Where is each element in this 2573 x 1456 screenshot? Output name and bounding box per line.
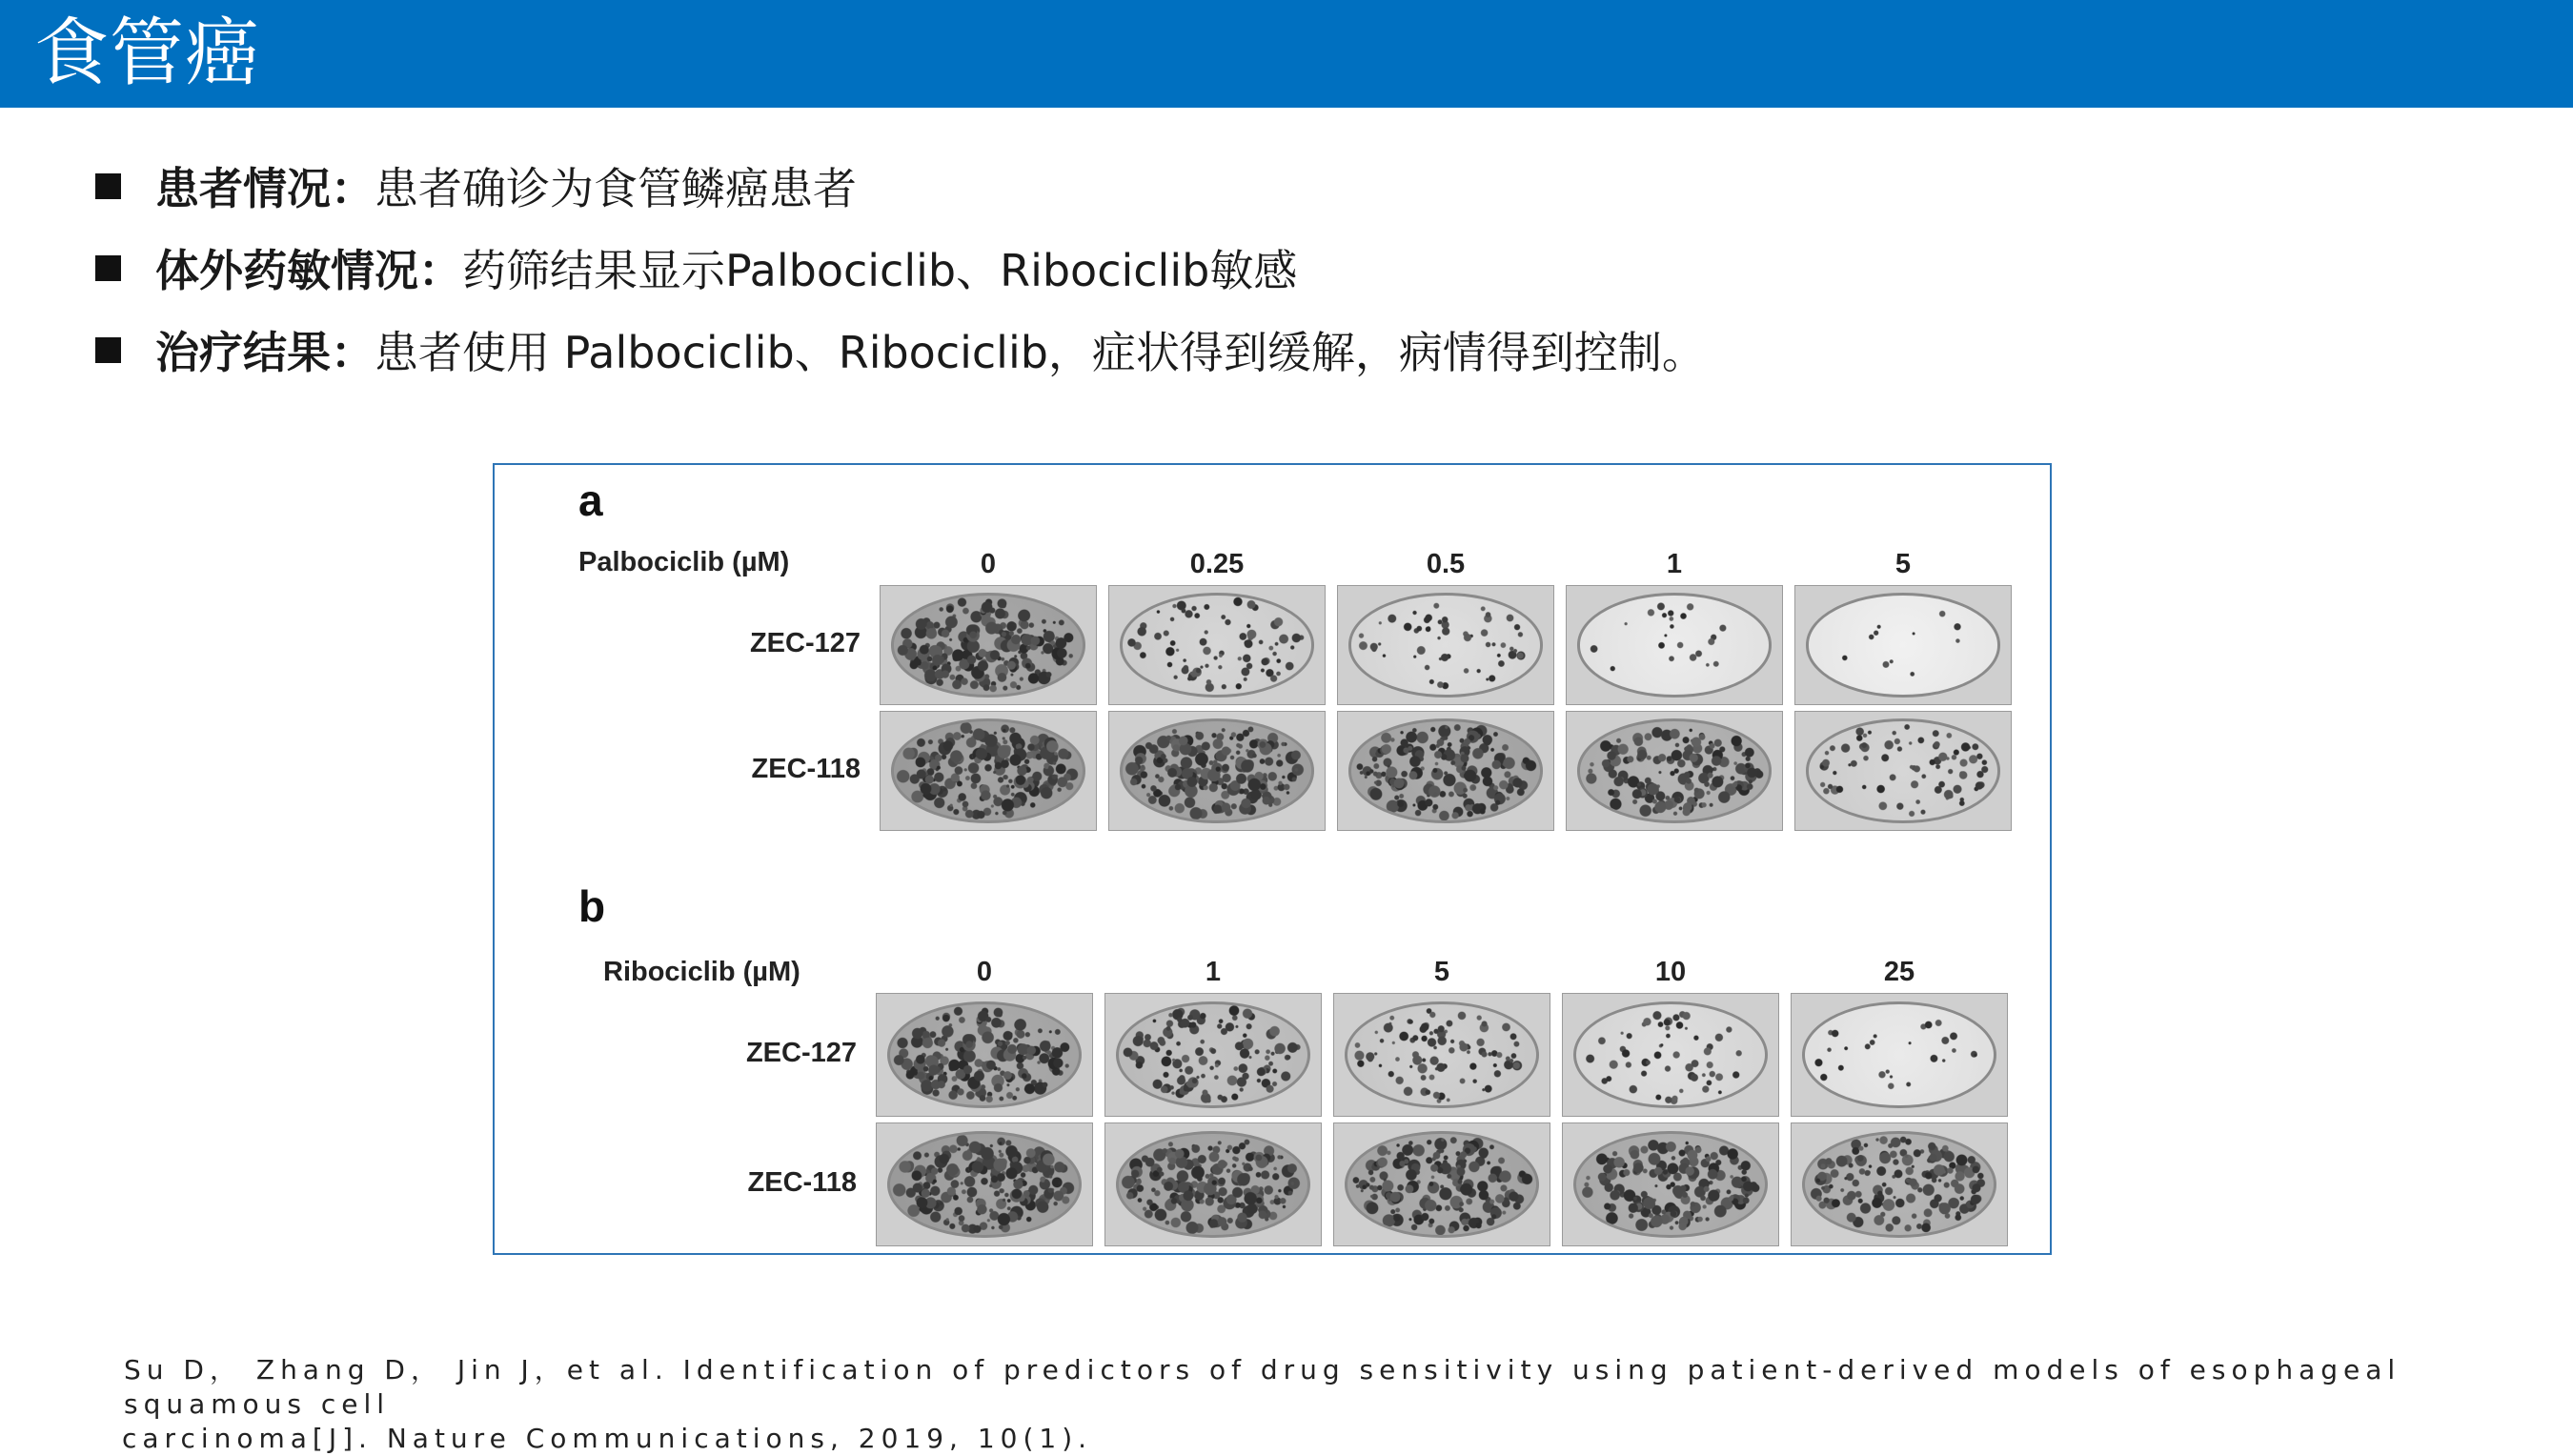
bullet-list: [95, 145, 1706, 391]
slide-title: 食管癌: [34, 10, 261, 96]
bullet-text: 患者使用 Palbociclib、Ribociclib，症状得到缓解，病情得到控制。: [375, 327, 1706, 378]
petri-dish: [1806, 718, 1999, 822]
square-bullet-icon: [95, 173, 121, 199]
panel-b-dose-label: 1: [1205, 957, 1222, 987]
culture-well-image: [1104, 993, 1322, 1117]
culture-well-image: [1333, 993, 1550, 1117]
petri-dish: [1116, 1131, 1309, 1239]
panel-a-dose-label: 0.5: [1426, 549, 1466, 579]
bullet-key: 治疗结果：: [155, 327, 375, 378]
petri-dish: [1348, 593, 1542, 697]
petri-dish: [1348, 718, 1542, 822]
panel-a-dose-label: 0.25: [1189, 549, 1245, 579]
culture-well-image: [1794, 711, 2012, 831]
culture-well-image: [1104, 1122, 1322, 1246]
petri-dish: [891, 718, 1084, 822]
petri-dish: [1577, 593, 1771, 697]
petri-dish: [1806, 593, 1999, 697]
culture-well-image: [880, 585, 1097, 705]
culture-well-image: [876, 1122, 1093, 1246]
petri-dish: [1345, 1131, 1538, 1239]
bullet-text: 患者确诊为食管鳞癌患者: [375, 163, 857, 214]
square-bullet-icon: [95, 255, 121, 281]
panel-a-letter: a: [578, 475, 603, 525]
panel-b-drug-label: Ribociclib (µM): [603, 957, 800, 987]
citation-line-1: Su D， Zhang D， Jin J，et al. Identification of predictors of drug sensitivity using patient-derived models of esophageal squamous cell: [124, 1354, 2401, 1420]
square-bullet-icon: [95, 337, 121, 363]
petri-dish: [1802, 1001, 1996, 1109]
petri-dish: [1573, 1131, 1767, 1239]
culture-well-image: [1791, 993, 2008, 1117]
citation-line-2: carcinoma[J]. Nature Communications, 2019, 10(1).: [122, 1423, 1093, 1454]
culture-well-image: [1791, 1122, 2008, 1246]
panel-b-dose-label: 5: [1433, 957, 1450, 987]
colony-assay-figure: [493, 463, 2052, 1255]
panel-a-dose-label: 5: [1894, 549, 1912, 579]
panel-a-cell-line-label: ZEC-127: [749, 628, 861, 658]
culture-well-image: [1108, 711, 1326, 831]
bullet-treatment-result: [95, 309, 1706, 391]
petri-dish: [891, 593, 1084, 697]
petri-dish: [887, 1001, 1081, 1109]
culture-well-image: [1562, 1122, 1779, 1246]
bullet-drug-sensitivity: [95, 227, 1706, 309]
panel-b-letter: b: [578, 881, 606, 931]
panel-a-dose-label: 0: [980, 549, 997, 579]
panel-b-dose-label: 0: [976, 957, 993, 987]
petri-dish: [1802, 1131, 1996, 1239]
bullet-text: 药筛结果显示Palbociclib、Ribociclib敏感: [462, 245, 1298, 296]
panel-b-dose-label: 10: [1654, 957, 1687, 987]
panel-b-dose-label: 25: [1883, 957, 1915, 987]
petri-dish: [1345, 1001, 1538, 1109]
culture-well-image: [1794, 585, 2012, 705]
petri-dish: [887, 1131, 1081, 1239]
culture-well-image: [1333, 1122, 1550, 1246]
petri-dish: [1116, 1001, 1309, 1109]
culture-well-image: [1337, 711, 1554, 831]
title-bar: [0, 0, 2573, 108]
culture-well-image: [1337, 585, 1554, 705]
petri-dish: [1573, 1001, 1767, 1109]
petri-dish: [1577, 718, 1771, 822]
panel-b-cell-line-label: ZEC-127: [745, 1038, 857, 1068]
culture-well-image: [880, 711, 1097, 831]
bullet-patient-status: [95, 145, 1706, 227]
panel-a-cell-line-label: ZEC-118: [751, 754, 861, 784]
citation: [124, 1353, 2487, 1456]
bullet-key: 体外药敏情况：: [155, 245, 462, 296]
petri-dish: [1120, 718, 1313, 822]
petri-dish: [1120, 593, 1313, 697]
culture-well-image: [1566, 711, 1783, 831]
culture-well-image: [1108, 585, 1326, 705]
bullet-key: 患者情况：: [155, 163, 375, 214]
culture-well-image: [1566, 585, 1783, 705]
panel-a-dose-label: 1: [1666, 549, 1683, 579]
panel-a-drug-label: Palbociclib (µM): [578, 547, 790, 577]
culture-well-image: [876, 993, 1093, 1117]
panel-b-cell-line-label: ZEC-118: [747, 1167, 857, 1198]
culture-well-image: [1562, 993, 1779, 1117]
